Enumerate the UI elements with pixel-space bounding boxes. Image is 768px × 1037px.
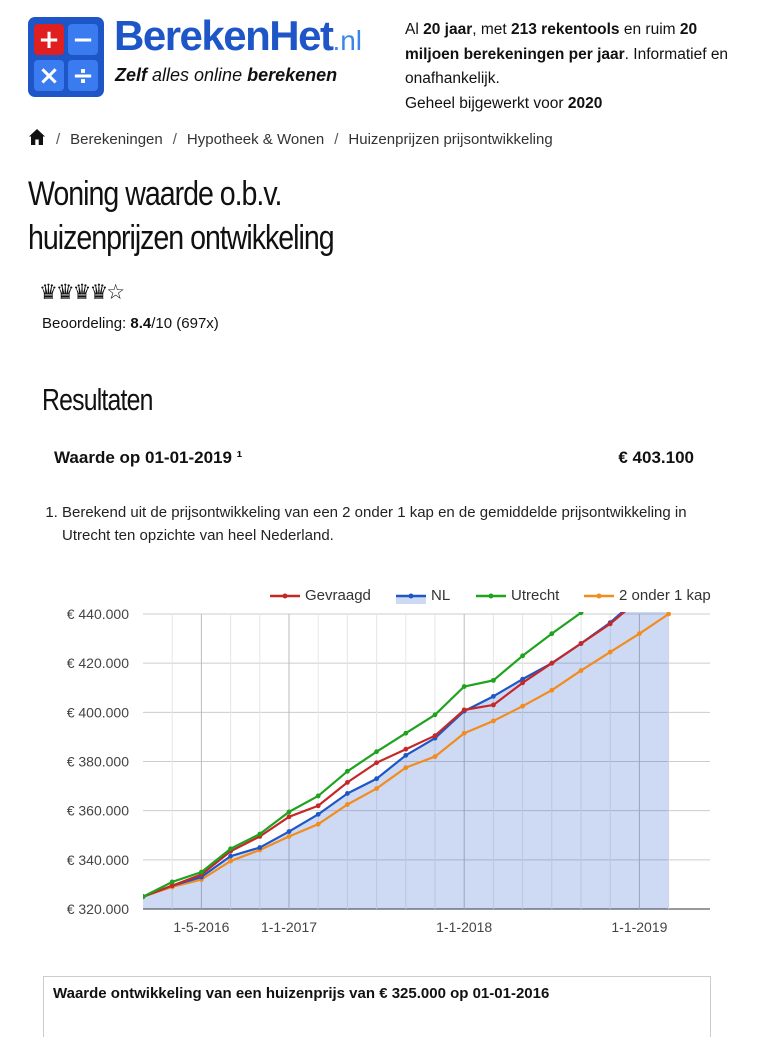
data-point-2-onder-1-kap [549,688,554,693]
x-tick-label: 1-1-2019 [611,919,668,935]
minus-icon: − [68,24,98,55]
price-chart [0,575,768,950]
footnote: 1. Berekend uit de prijsontwikkeling van een 2 onder 1 kap en de gemiddelde prijsontwikkeling in Utrecht ten opzichte van heel Nederland. [62,502,722,547]
breadcrumb-separator: / [172,130,177,148]
plus-icon: + [34,24,64,55]
data-point-nl [345,791,350,796]
data-point-nl [287,829,292,834]
data-point-gevraagd [520,680,525,685]
brand-name [114,12,363,62]
data-point-2-onder-1-kap [287,834,292,839]
data-point-2-onder-1-kap [608,650,613,655]
y-tick-label: € 420.000 [66,655,129,672]
breadcrumb-separator: / [334,130,339,148]
data-point-utrecht [433,712,438,717]
divide-icon: ÷ [68,60,98,91]
legend-label: 2 onder 1 kap [619,587,711,604]
intro-years: 20 jaar [423,21,473,38]
data-point-gevraagd [608,621,613,626]
site-intro [405,18,745,116]
data-point-2-onder-1-kap [666,612,671,617]
intro-text: en ruim [619,21,680,38]
legend-item-2-onder-1-kap [584,587,711,604]
result-value: € 403.100 [618,448,694,467]
legend-item-utrecht [476,587,560,604]
data-point-nl [491,694,496,699]
data-point-gevraagd [579,641,584,646]
data-point-gevraagd [549,661,554,666]
data-point-utrecht [579,610,584,615]
tagline-suffix: berekenen [247,65,338,85]
breadcrumb-hypotheek-wonen[interactable]: Hypotheek & Wonen [186,130,325,148]
data-point-utrecht [170,880,175,885]
legend-label: Utrecht [511,587,560,604]
data-point-gevraagd [491,703,496,708]
brand-tld: .nl [332,25,363,56]
rating-label: Beoordeling: [42,315,131,332]
data-point-utrecht [491,678,496,683]
legend-item-nl [396,587,450,604]
data-point-gevraagd [287,814,292,819]
legend-item-gevraagd [270,587,371,604]
data-point-nl [374,776,379,781]
data-point-2-onder-1-kap [433,754,438,759]
footnote-list [42,502,722,547]
data-point-nl [257,845,262,850]
tagline-middle: alles online [147,65,248,85]
intro-text: , met [472,21,511,38]
data-point-2-onder-1-kap [491,719,496,724]
data-point-utrecht [462,684,467,689]
tagline-prefix: Zelf [115,65,148,85]
intro-calcs: 20 miljoen berekeningen per jaar [405,21,698,63]
chart-legend [270,587,711,604]
data-point-utrecht [345,769,350,774]
data-point-2-onder-1-kap [403,765,408,770]
tagline [115,65,362,86]
data-point-gevraagd [403,747,408,752]
data-point-utrecht [141,894,146,899]
logo-text [114,12,363,86]
breadcrumb-separator: / [56,130,61,148]
data-point-utrecht [403,731,408,736]
data-point-2-onder-1-kap [579,668,584,673]
data-point-2-onder-1-kap [316,822,321,827]
legend-marker [489,594,494,599]
y-tick-label: € 400.000 [66,704,129,721]
intro-text: . Informatief en onafhankelijk. [405,45,729,87]
data-point-gevraagd [462,707,467,712]
brand-main: BerekenHet [114,12,333,59]
intro-updated: Geheel bijgewerkt voor [405,94,568,112]
rating-stars[interactable]: ♛♛♛♛☆ [39,280,124,304]
results-heading: Resultaten [42,382,153,417]
data-point-utrecht [608,585,613,590]
y-tick-label: € 340.000 [66,851,129,868]
y-tick-label: € 380.000 [66,753,129,770]
data-point-2-onder-1-kap [345,802,350,807]
x-tick-label: 1-1-2017 [260,919,318,935]
page-title: Woning waarde o.b.v. huizenprijzen ontwikkeling [28,175,334,257]
rating-score: 8.4 [130,315,152,332]
rating-suffix: /10 (697x) [151,315,219,332]
x-tick-label: 1-5-2016 [173,919,230,935]
data-point-utrecht [374,749,379,754]
data-point-gevraagd [374,760,379,765]
table-title: Waarde ontwikkeling van een huizenprijs van € 325.000 op 01-01-2016 [53,985,550,1002]
legend-marker [409,594,414,599]
y-tick-label: € 440.000 [66,606,129,622]
data-point-utrecht [549,631,554,636]
site-logo[interactable] [28,12,363,97]
data-point-utrecht [520,653,525,658]
intro-updated-year: 2020 [567,94,603,112]
y-tick-label: € 360.000 [66,802,129,819]
data-point-utrecht [228,846,233,851]
legend-marker [283,594,288,599]
result-label: Waarde op 01-01-2019 ¹ [54,448,243,467]
breadcrumb [28,128,553,150]
data-point-2-onder-1-kap [520,704,525,709]
calculator-logo-icon [28,17,104,97]
x-tick-label: 1-1-2018 [436,919,493,935]
y-tick-label: € 320.000 [66,901,129,917]
data-point-nl [403,753,408,758]
home-icon[interactable] [28,128,46,150]
data-point-2-onder-1-kap [462,731,467,736]
data-point-nl [666,575,671,577]
breadcrumb-huizenprijzen[interactable]: Huizenprijzen prijsontwikkeling [348,130,553,148]
intro-text: Al [405,21,424,38]
data-point-gevraagd [666,575,671,580]
result-row [54,448,694,468]
data-point-gevraagd [316,803,321,808]
intro-tools: 213 rekentools [511,21,620,38]
data-point-2-onder-1-kap [228,859,233,864]
data-point-utrecht [316,794,321,799]
legend-marker [597,594,602,599]
data-point-gevraagd [345,780,350,785]
legend-label: Gevraagd [305,587,371,604]
data-point-utrecht [257,832,262,837]
data-point-nl [316,812,321,817]
data-point-2-onder-1-kap [637,631,642,636]
data-point-gevraagd [433,733,438,738]
multiply-icon: × [34,60,64,91]
data-point-nl [228,854,233,859]
breadcrumb-berekeningen[interactable]: Berekeningen [70,130,163,148]
value-table [43,976,711,1037]
rating-summary [42,315,219,332]
data-point-utrecht [287,809,292,814]
legend-label: NL [431,587,451,604]
data-point-utrecht [199,870,204,875]
data-point-2-onder-1-kap [374,786,379,791]
